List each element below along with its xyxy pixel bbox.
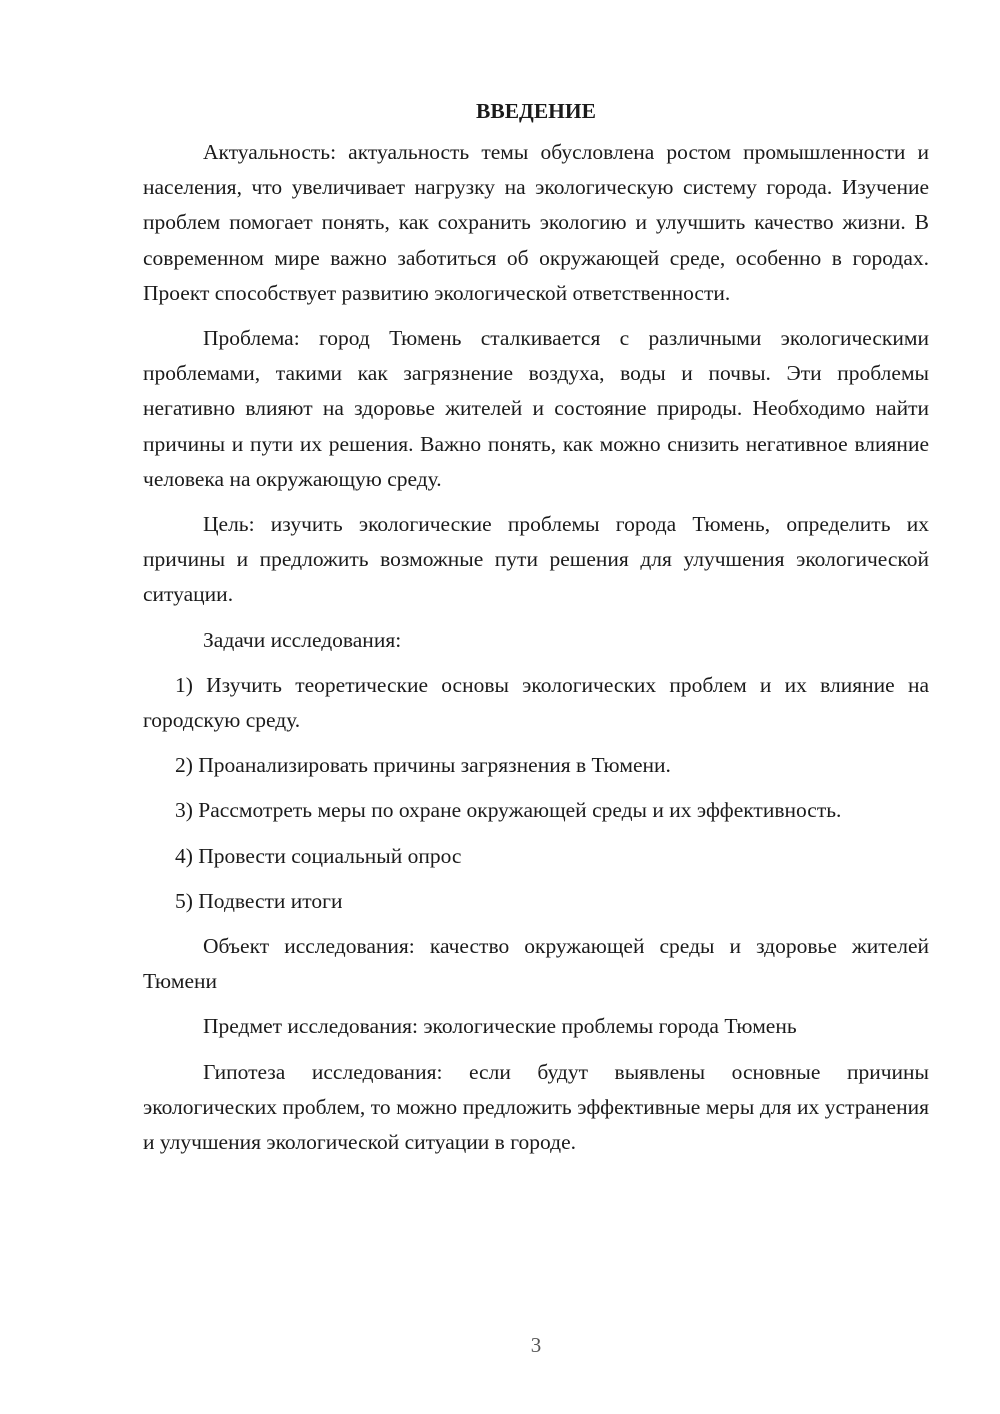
task-item: 1) Изучить теоретические основы экологических проблем и их влияние на городскую среду. [143, 672, 929, 733]
paragraph-tasks-heading: Задачи исследования: [203, 627, 402, 652]
page-number: 3 [530, 1333, 542, 1357]
section-title: ВВЕДЕНИЕ [476, 99, 596, 123]
paragraph-relevance: Актуальность: актуальность темы обусловлена ростом промышленности и населения, что увеличивает нагрузку на экологическую систему города. Изучение проблем помогает понять, как сохранить экологию и улучшить качество жизни. В современном мире важно заботиться об окружающей среде, особенно в городах. Проект способствует развитию экологической ответственности. [143, 140, 929, 305]
task-item: 2) Проанализировать причины загрязнения в Тюмени. [175, 753, 671, 778]
paragraph-object: Объект исследования: качество окружающей среды и здоровье жителей Тюмени [143, 934, 929, 994]
paragraph-problem: Проблема: город Тюмень сталкивается с различными экологическими проблемами, такими как загрязнение воздуха, воды и почвы. Эти проблемы негативно влияют на здоровье жителей и состояние природы. Необходимо найти причины и пути их решения. Важно понять, как можно снизить негативное влияние человека на окружающую среду. [143, 326, 929, 491]
paragraph-goal: Цель: изучить экологические проблемы города Тюмень, определить их причины и предложить возможные пути решения для улучшения экологической ситуации. [143, 512, 929, 607]
task-item: 3) Рассмотреть меры по охране окружающей среды и их эффективность. [175, 798, 842, 823]
paragraph-subject: Предмет исследования: экологические проблемы города Тюмень [203, 1014, 797, 1039]
task-item: 5) Подвести итоги [175, 888, 343, 913]
task-item: 4) Провести социальный опрос [175, 843, 462, 868]
paragraph-hypothesis: Гипотеза исследования: если будут выявлены основные причины экологических проблем, то можно предложить эффективные меры для их устранения и улучшения экологической ситуации в городе. [143, 1059, 929, 1155]
document-page [143, 94, 929, 1170]
